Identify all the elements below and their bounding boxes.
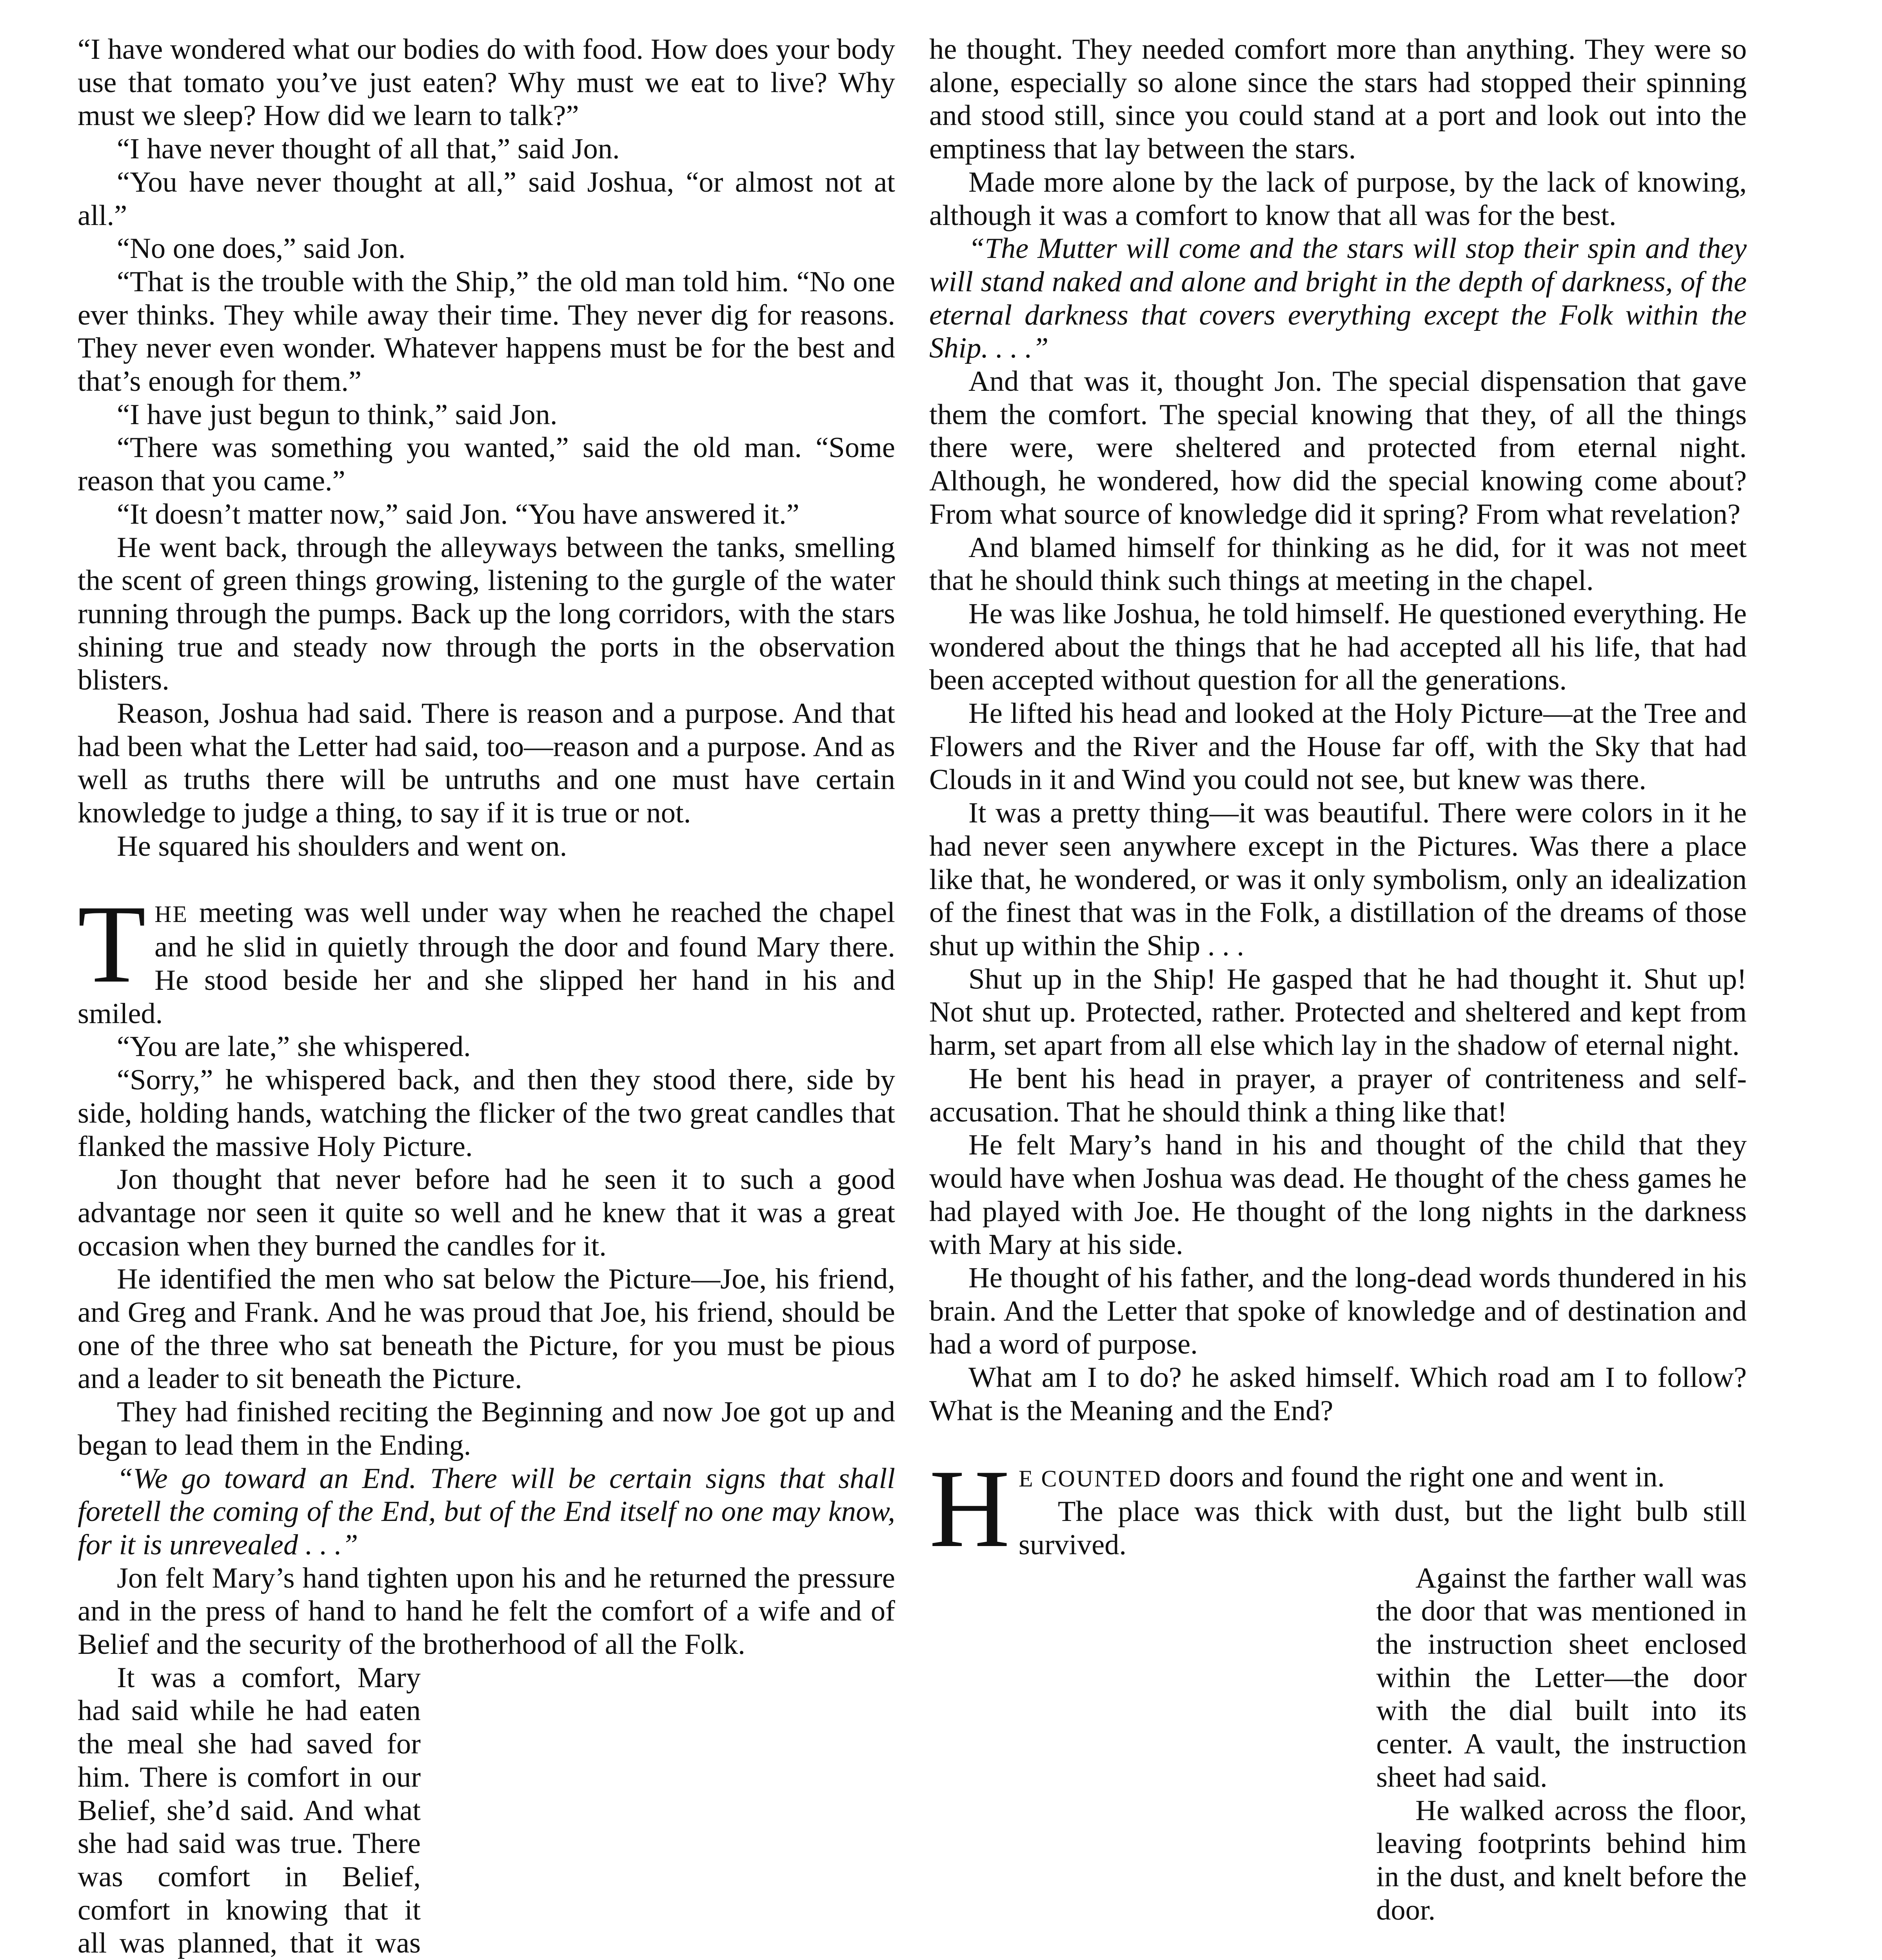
paragraph: He bent his head in prayer, a prayer of contriteness and self-accusation. That he should think a thing like that!: [929, 1062, 1747, 1128]
paragraph: They had finished reciting the Beginning and now Joe got up and began to lead them in the Ending.: [78, 1396, 895, 1461]
paragraph: He thought of his father, and the long-dead words thundered in his brain. And the Letter that spoke of knowledge and of destination and had a word of purpose.: [929, 1262, 1747, 1361]
paragraph: Reason, Joshua had said. There is reason and a purpose. And that had been what the Letter had said, too—reason and a purpose. And as well as truths there will be untruths and one must have certain knowledge to judge a thing, to say if it is true or not.: [78, 697, 895, 829]
paragraph: He squared his shoulders and went on.: [117, 830, 567, 862]
italic-quotation: “The Mutter will come and the stars will stop their spin and they will stand naked and alone and bright in the depth of darkness, of the eternal darkness that covers everything except the Folk within the Ship. . . .”: [929, 232, 1747, 365]
paragraph: He went back, through the alleyways between the tanks, smelling the scent of green things growing, listening to the gurgle of the water running through the pumps. Back up the long corridors, with the stars shining true and steady now through the ports in the observation blisters.: [78, 531, 895, 697]
paragraph: he thought. They needed comfort more than anything. They were so alone, especially so alone since the stars had stopped their spinning and stood still, since you could stand at a port and look out into the emptiness that lay between the stars.: [929, 33, 1747, 165]
paragraph: The place was thick with dust, but the light bulb still survived.: [1018, 1495, 1747, 1561]
paragraph: “It doesn’t matter now,” said Jon. “You have answered it.”: [117, 498, 799, 530]
illustration-wrap-space: [436, 1666, 895, 1960]
paragraph: Made more alone by the lack of purpose, by the lack of knowing, although it was a comfort to know that all was for the best.: [929, 166, 1747, 232]
drop-cap: H: [929, 1446, 1010, 1570]
italic-quotation: “We go toward an End. There will be certain signs that shall foretell the coming of the End, but of the End itself no one may know, for it is unrevealed . . .”: [78, 1462, 895, 1561]
illustration-wrap-space: [929, 1566, 1361, 1935]
paragraph: Jon thought that never before had he seen it to such a good advantage nor seen it quite so well and he knew that it was a great occasion when they burned the candles for it.: [78, 1163, 895, 1262]
paragraph: “You have never thought at all,” said Joshua, “or almost not at all.”: [78, 166, 895, 232]
paragraph: He walked across the floor, leaving footprints behind him in the dust, and knelt before the door.: [1376, 1794, 1747, 1926]
opening-text: doors and found the right one and went in.: [1162, 1461, 1665, 1493]
paragraph: He was like Joshua, he told himself. He questioned everything. He wondered about the things that he had accepted all his life, that had been accepted without question for all the generations.: [929, 597, 1747, 697]
paragraph: It was a pretty thing—it was beautiful. There were colors in it he had never seen anywhere except in the Pictures. Was there a place like that, he wondered, or was it only symbolism, only an idealization of the finest that was in the Folk, a distillation of the dreams of those shut up within the Ship . . .: [929, 797, 1747, 962]
paragraph: He identified the men who sat below the Picture—Joe, his friend, and Greg and Frank. And he was proud that Joe, his friend, should be one of the three who sat beneath the Picture, for you must be pious and a leader to sit beneath the Picture.: [78, 1263, 895, 1395]
paragraph: It was a comfort, Mary had said while he had eaten the meal she had saved for him. There is comfort in our Belief, she’d said. And what she had said was true. There was comfort in Belief, comfort in knowing that it all was planned, that it was: [78, 1661, 421, 1960]
small-caps-lead: E COUNTED: [1018, 1465, 1162, 1492]
paragraph: “I have just begun to think,” said Jon.: [117, 398, 558, 431]
small-caps-lead: HE: [154, 901, 189, 927]
paragraph: “Sorry,” he whispered back, and then they stood there, side by side, holding hands, watching the flicker of the two great candles that flanked the massive Holy Picture.: [78, 1064, 895, 1163]
paragraph: And that was it, thought Jon. The special dispensation that gave them the comfort. The special knowing that they, of all the things there were, were sheltered and protected from eternal night. Although, he wondered, how did the special knowing come about? From what source of knowledge did it spring? From what revelation?: [929, 365, 1747, 530]
paragraph: He felt Mary’s hand in his and thought of the child that they would have when Joshua was dead. He thought of the chess games he had played with Joe. He thought of the long nights in the darkness with Mary at his side.: [929, 1129, 1747, 1261]
paragraph: Shut up in the Ship! He gasped that he had thought it. Shut up! Not shut up. Protected, rather. Protected and sheltered and kept from harm, set apart from all else which lay in the shadow of eternal night.: [929, 963, 1747, 1062]
paragraph: “You are late,” she whispered.: [117, 1031, 471, 1063]
opening-text: meeting was well under way when he reached the chapel and he slid in quietly through the door and found Mary there. He stood beside her and she slipped her hand in his and smiled.: [78, 896, 895, 1030]
paragraph: “That is the trouble with the Ship,” the old man told him. “No one ever thinks. They while away their time. They never dig for reasons. They never even wonder. Whatever happens must be for the best and that’s enough for them.”: [78, 265, 895, 398]
paragraph: “No one does,” said Jon.: [117, 232, 406, 265]
section-opening-paragraph: [78, 882, 895, 1031]
right-column: [929, 33, 1747, 1935]
left-column: [78, 33, 895, 1960]
paragraph: “I have never thought of all that,” said Jon.: [117, 133, 620, 165]
paragraph: “There was something you wanted,” said the old man. “Some reason that you came.”: [78, 432, 895, 497]
paragraph: And blamed himself for thinking as he did, for it was not meet that he should think such things at meeting in the chapel.: [929, 531, 1747, 597]
paragraph: Against the farther wall was the door that was mentioned in the instruction sheet enclosed within the Letter—the door with the dial built into its center. A vault, the instruction sheet had said.: [1376, 1562, 1747, 1793]
paragraph: What am I to do? he asked himself. Which road am I to follow? What is the Meaning and the End?: [929, 1361, 1747, 1427]
paragraph: He lifted his head and looked at the Holy Picture—at the Tree and Flowers and the River and the House far off, with the Sky that had Clouds in it and Wind you could not see, but knew was there.: [929, 697, 1747, 796]
paragraph: “I have wondered what our bodies do with food. How does your body use that tomato you’ve just eaten? Why must we eat to live? Why must we sleep? How did we learn to talk?”: [78, 33, 895, 132]
drop-cap: T: [78, 882, 146, 1006]
paragraph: Jon felt Mary’s hand tighten upon his and he returned the pressure and in the press of hand to hand he felt the comfort of a wife and of Belief and the security of the brotherhood of all the Folk.: [78, 1562, 895, 1661]
